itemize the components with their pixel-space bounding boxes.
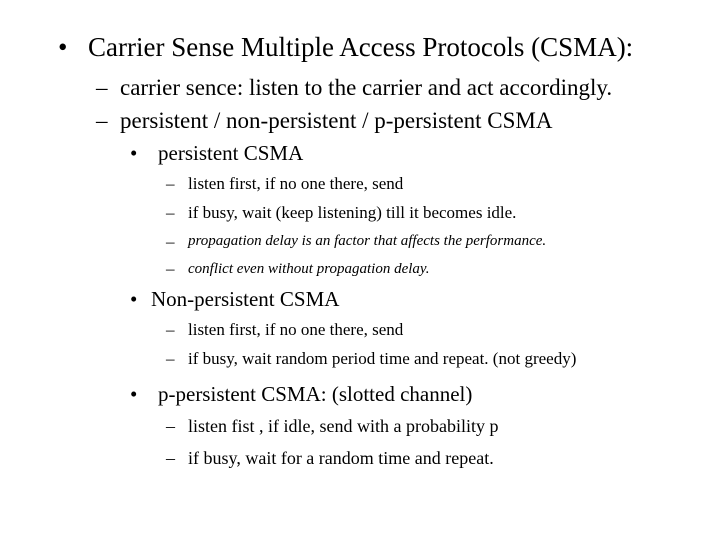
point-text: if busy, wait for a random time and repeat.: [188, 448, 494, 468]
dash-marker: –: [166, 448, 175, 468]
bullet-marker: •: [58, 32, 68, 62]
slide-title: Carrier Sense Multiple Access Protocols (CSMA):: [88, 32, 634, 62]
point-text: listen fist , if idle, send with a probability p: [188, 416, 499, 436]
sub-bullet-marker: •: [130, 141, 138, 165]
dash-marker: –: [166, 259, 175, 278]
point-text: if busy, wait random period time and repeat. (not greedy): [188, 349, 577, 368]
dash-marker: –: [166, 349, 175, 368]
dash-marker: –: [166, 320, 175, 339]
dash-marker: –: [166, 174, 175, 193]
point-text-italic: conflict even without propagation delay.: [188, 261, 430, 277]
dash-marker: –: [166, 203, 175, 222]
dash-marker: –: [166, 416, 175, 436]
sub-bullet-marker: •: [130, 287, 138, 311]
section-heading-non-persistent: Non-persistent CSMA: [151, 287, 340, 311]
dash-marker: –: [166, 232, 175, 251]
sub-bullet-marker: •: [130, 382, 138, 406]
section-heading-persistent: persistent CSMA: [158, 141, 304, 165]
point-text: if busy, wait (keep listening) till it becomes idle.: [188, 203, 517, 222]
section-heading-p-persistent: p-persistent CSMA: (slotted channel): [158, 382, 473, 406]
dash-marker: –: [96, 108, 108, 133]
dash-marker: –: [96, 75, 108, 100]
point-text: listen first, if no one there, send: [188, 174, 404, 193]
point-text: listen first, if no one there, send: [188, 320, 404, 339]
point-text-italic: propagation delay is an factor that affects the performance.: [188, 233, 547, 249]
item-csma-variants: persistent / non-persistent / p-persistent CSMA: [120, 108, 553, 133]
item-carrier-sense: carrier sence: listen to the carrier and act accordingly.: [120, 75, 613, 100]
